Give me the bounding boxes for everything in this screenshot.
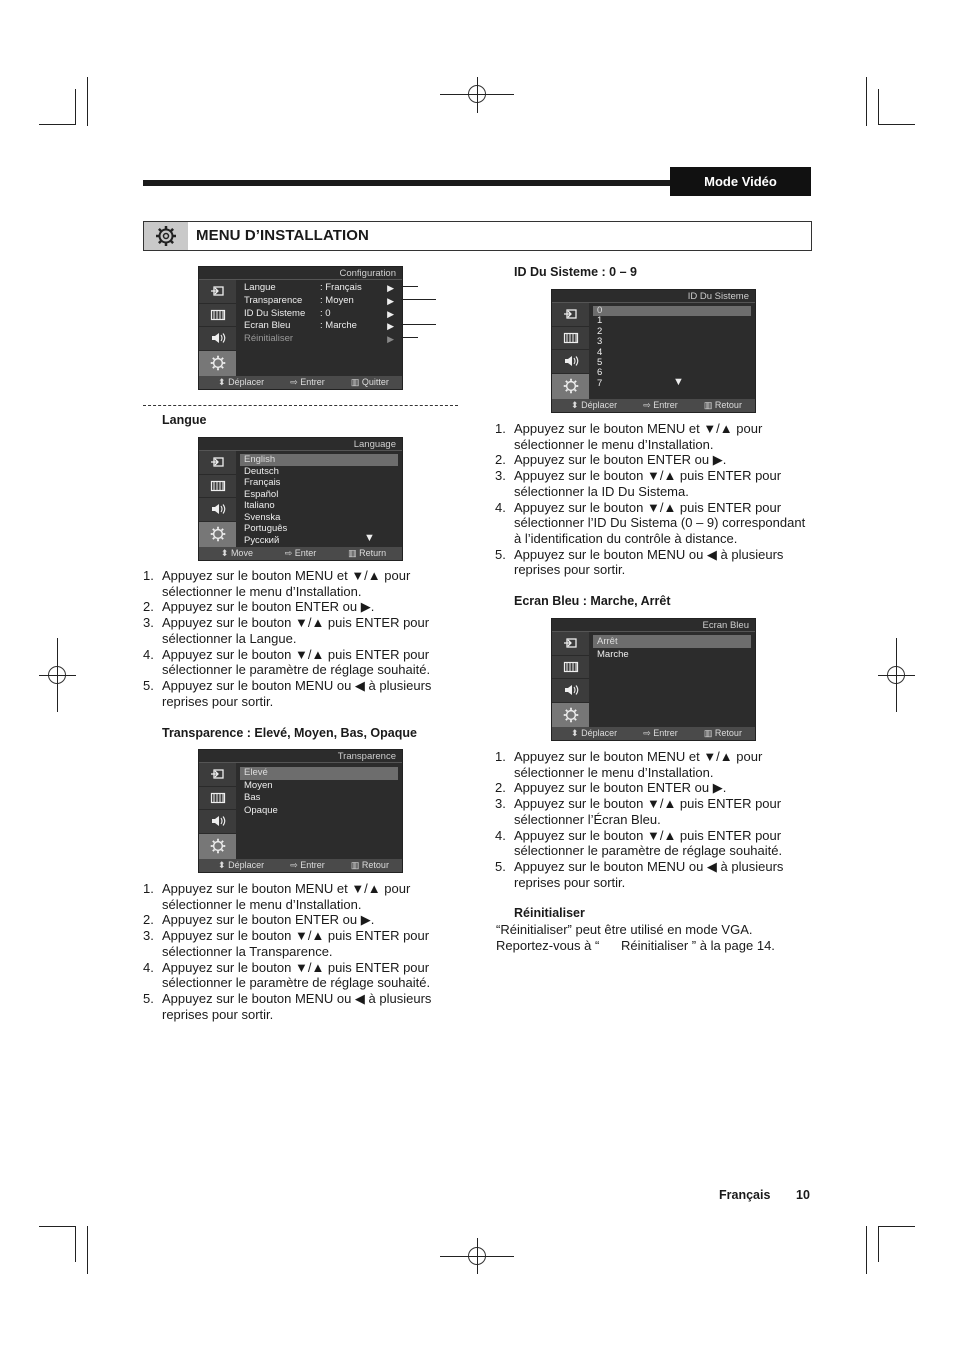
osd-title: Configuration	[339, 268, 396, 279]
osd-title: Language	[353, 439, 396, 450]
step-item: 4. Appuyez sur le bouton ▼/▲ puis ENTER pour sélectionner l’ID Du Sistema (0 – 9) correspondant à l’identification du contrôle à distance.	[495, 499, 806, 546]
step-item: 2. Appuyez sur le bouton ENTER ou ▶.	[495, 780, 727, 796]
sound-icon	[552, 679, 589, 703]
reinit-line-1: “Réinitialiser” peut être utilisé en mode VGA.	[496, 922, 753, 937]
step-item: 3. Appuyez sur le bouton ▼/▲ puis ENTER pour sélectionner la Transparence.	[143, 928, 430, 959]
list-item[interactable]: Español	[244, 488, 279, 500]
step-item: 4. Appuyez sur le bouton ▼/▲ puis ENTER pour sélectionner le paramètre de réglage souhaité.	[143, 959, 431, 991]
right-arrow-icon: ▶	[387, 295, 394, 306]
list-item[interactable]: Français	[244, 477, 281, 488]
osd-sidebar	[199, 451, 236, 548]
step-item: 3. Appuyez sur le bouton ▼/▲ puis ENTER pour sélectionner la Langue.	[143, 615, 430, 646]
osd-sidebar	[552, 632, 589, 729]
config-menu-screen	[198, 266, 403, 390]
scroll-down-icon[interactable]: ▼	[673, 376, 684, 388]
config-row-langue[interactable]: Langue : Français ▶	[244, 282, 394, 293]
list-item[interactable]: Bas	[244, 792, 261, 803]
config-row-id[interactable]: ID Du Sisteme : 0 ▶	[244, 307, 394, 319]
gear-icon	[552, 703, 589, 729]
footer-move: ⬍ Déplacer	[218, 377, 265, 387]
list-item[interactable]: Русский	[244, 534, 280, 546]
footer-return: ▥ Retour	[703, 728, 742, 738]
id-menu-screen	[551, 289, 756, 413]
list-item[interactable]: 6	[597, 367, 603, 379]
footer-move: ⬍ Déplacer	[218, 860, 265, 870]
gear-icon	[552, 374, 589, 400]
osd-footer	[199, 547, 402, 560]
footer-move: ⬍ Déplacer	[571, 728, 618, 738]
transparence-steps	[143, 881, 452, 1022]
picture-icon	[199, 475, 236, 499]
step-item: 1. Appuyez sur le bouton MENU et ▼/▲ pour sélectionner le menu d’Installation.	[143, 881, 411, 912]
config-row-ecran-bleu[interactable]: Ecran Bleu : Marche ▶	[244, 320, 394, 332]
list-item[interactable]: 7	[597, 377, 603, 389]
gear-icon	[144, 222, 188, 250]
footer-enter: ⇨ Entrer	[290, 860, 325, 870]
reinit-line-2: Reportez-vous à “ Réinitialiser ” à la page 14.	[496, 938, 775, 953]
list-item[interactable]: 5	[597, 356, 603, 368]
transparence-heading: Transparence : Elevé, Moyen, Bas, Opaque	[162, 726, 417, 740]
sound-icon	[199, 810, 236, 834]
list-item[interactable]: Italiano	[244, 500, 275, 511]
list-item[interactable]: Arrêt	[593, 635, 751, 648]
footer-move: ⬍ Déplacer	[571, 400, 618, 410]
list-item[interactable]: 4	[597, 346, 603, 358]
footer-enter: ⇨ Enter	[284, 548, 317, 558]
list-item[interactable]: 0	[593, 306, 751, 316]
osd-footer	[199, 376, 402, 389]
right-arrow-icon: ▶	[387, 283, 394, 293]
osd-sidebar	[199, 763, 236, 860]
footer-enter: ⇨ Entrer	[643, 400, 678, 410]
step-item: 1. Appuyez sur le bouton MENU et ▼/▲ pour sélectionner le menu d’Installation.	[495, 749, 763, 780]
gear-icon	[199, 351, 236, 377]
step-item: 5. Appuyez sur le bouton MENU ou ◀ à plusieurs reprises pour sortir.	[495, 858, 784, 890]
section-title: MENU D’INSTALLATION	[196, 227, 369, 244]
id-list	[593, 306, 751, 389]
config-row-reinitialiser[interactable]: Réinitialiser ▶	[244, 333, 394, 345]
footer-enter: ⇨ Entrer	[290, 377, 325, 387]
list-item[interactable]: Elevé	[240, 767, 398, 780]
picture-icon	[552, 327, 589, 351]
step-item: 3. Appuyez sur le bouton ▼/▲ puis ENTER pour sélectionner l’Écran Bleu.	[495, 796, 782, 827]
input-icon	[199, 451, 236, 475]
config-row-transparence[interactable]: Transparence : Moyen ▶	[244, 294, 394, 306]
transparence-menu-screen	[198, 749, 403, 873]
right-arrow-icon: ▶	[387, 308, 394, 319]
scroll-down-icon[interactable]: ▼	[364, 532, 375, 544]
footer-language: Français	[719, 1188, 771, 1202]
step-item: 3. Appuyez sur le bouton ▼/▲ puis ENTER pour sélectionner la ID Du Sistema.	[495, 468, 782, 499]
footer-return: ▥ Return	[348, 548, 387, 558]
list-item[interactable]: Opaque	[244, 804, 278, 816]
input-icon	[199, 280, 236, 304]
ecran-menu-screen	[551, 618, 756, 741]
list-item[interactable]: Deutsch	[244, 465, 279, 477]
footer-return: ▥ Retour	[350, 860, 389, 870]
ecran-list	[593, 635, 751, 661]
osd-footer	[199, 859, 402, 872]
config-list	[240, 282, 398, 346]
picture-icon	[199, 304, 236, 328]
right-arrow-icon: ▶	[387, 321, 394, 332]
list-item[interactable]: 2	[597, 325, 603, 337]
gear-icon	[199, 522, 236, 548]
picture-icon	[199, 787, 236, 811]
osd-sidebar	[552, 303, 589, 400]
step-item: 2. Appuyez sur le bouton ENTER ou ▶.	[143, 912, 375, 928]
step-item: 4. Appuyez sur le bouton ▼/▲ puis ENTER pour sélectionner le paramètre de réglage souhaité.	[143, 646, 431, 678]
language-menu-screen	[198, 437, 403, 561]
langue-heading: Langue	[162, 413, 207, 427]
id-steps	[495, 421, 814, 578]
list-item[interactable]: Svenska	[244, 511, 281, 523]
ecran-steps	[495, 749, 814, 890]
footer-return: ▥ Retour	[703, 400, 742, 410]
step-item: 1. Appuyez sur le bouton MENU et ▼/▲ pour sélectionner le menu d’Installation.	[143, 568, 411, 599]
input-icon	[552, 303, 589, 327]
osd-footer	[552, 399, 755, 412]
sound-icon	[199, 327, 236, 351]
footer-enter: ⇨ Entrer	[643, 728, 678, 738]
page-number: 10	[796, 1188, 810, 1202]
gear-icon	[199, 834, 236, 860]
list-item[interactable]: Marche	[597, 649, 629, 660]
dashed-divider	[143, 405, 458, 406]
osd-title: Ecran Bleu	[702, 620, 749, 631]
step-item: 5. Appuyez sur le bouton MENU ou ◀ à plusieurs reprises pour sortir.	[495, 546, 784, 578]
sound-icon	[552, 350, 589, 374]
sound-icon	[199, 498, 236, 522]
list-item[interactable]: English	[240, 454, 398, 466]
list-item[interactable]: Português	[244, 523, 288, 534]
id-heading: ID Du Sisteme : 0 – 9	[514, 265, 637, 279]
list-item[interactable]: Moyen	[244, 779, 273, 791]
step-item: 5. Appuyez sur le bouton MENU ou ◀ à plusieurs reprises pour sortir.	[143, 990, 432, 1022]
reinit-heading: Réinitialiser	[514, 906, 585, 920]
step-item: 2. Appuyez sur le bouton ENTER ou ▶.	[143, 599, 375, 615]
mode-label: Mode Vidéo	[670, 167, 811, 196]
osd-footer	[552, 727, 755, 740]
osd-sidebar	[199, 280, 236, 377]
input-icon	[552, 632, 589, 656]
step-item: 2. Appuyez sur le bouton ENTER ou ▶.	[495, 452, 727, 468]
ecran-heading: Ecran Bleu : Marche, Arrêt	[514, 594, 671, 608]
transparence-list	[240, 767, 398, 817]
picture-icon	[552, 656, 589, 680]
step-item: 1. Appuyez sur le bouton MENU et ▼/▲ pour sélectionner le menu d’Installation.	[495, 421, 763, 452]
input-icon	[199, 763, 236, 787]
header-rule	[143, 180, 670, 186]
list-item[interactable]: 3	[597, 336, 603, 348]
footer-move: ⬍ Move	[220, 548, 253, 558]
list-item[interactable]: 1	[597, 315, 603, 327]
osd-title: Transparence	[337, 751, 396, 762]
langue-steps	[143, 568, 452, 709]
osd-title: ID Du Sisteme	[687, 291, 749, 302]
step-item: 5. Appuyez sur le bouton MENU ou ◀ à plusieurs reprises pour sortir.	[143, 677, 432, 709]
step-item: 4. Appuyez sur le bouton ▼/▲ puis ENTER pour sélectionner le paramètre de réglage souhaité.	[495, 827, 783, 859]
right-arrow-icon: ▶	[387, 334, 394, 345]
footer-exit: ▥ Quitter	[350, 377, 389, 387]
